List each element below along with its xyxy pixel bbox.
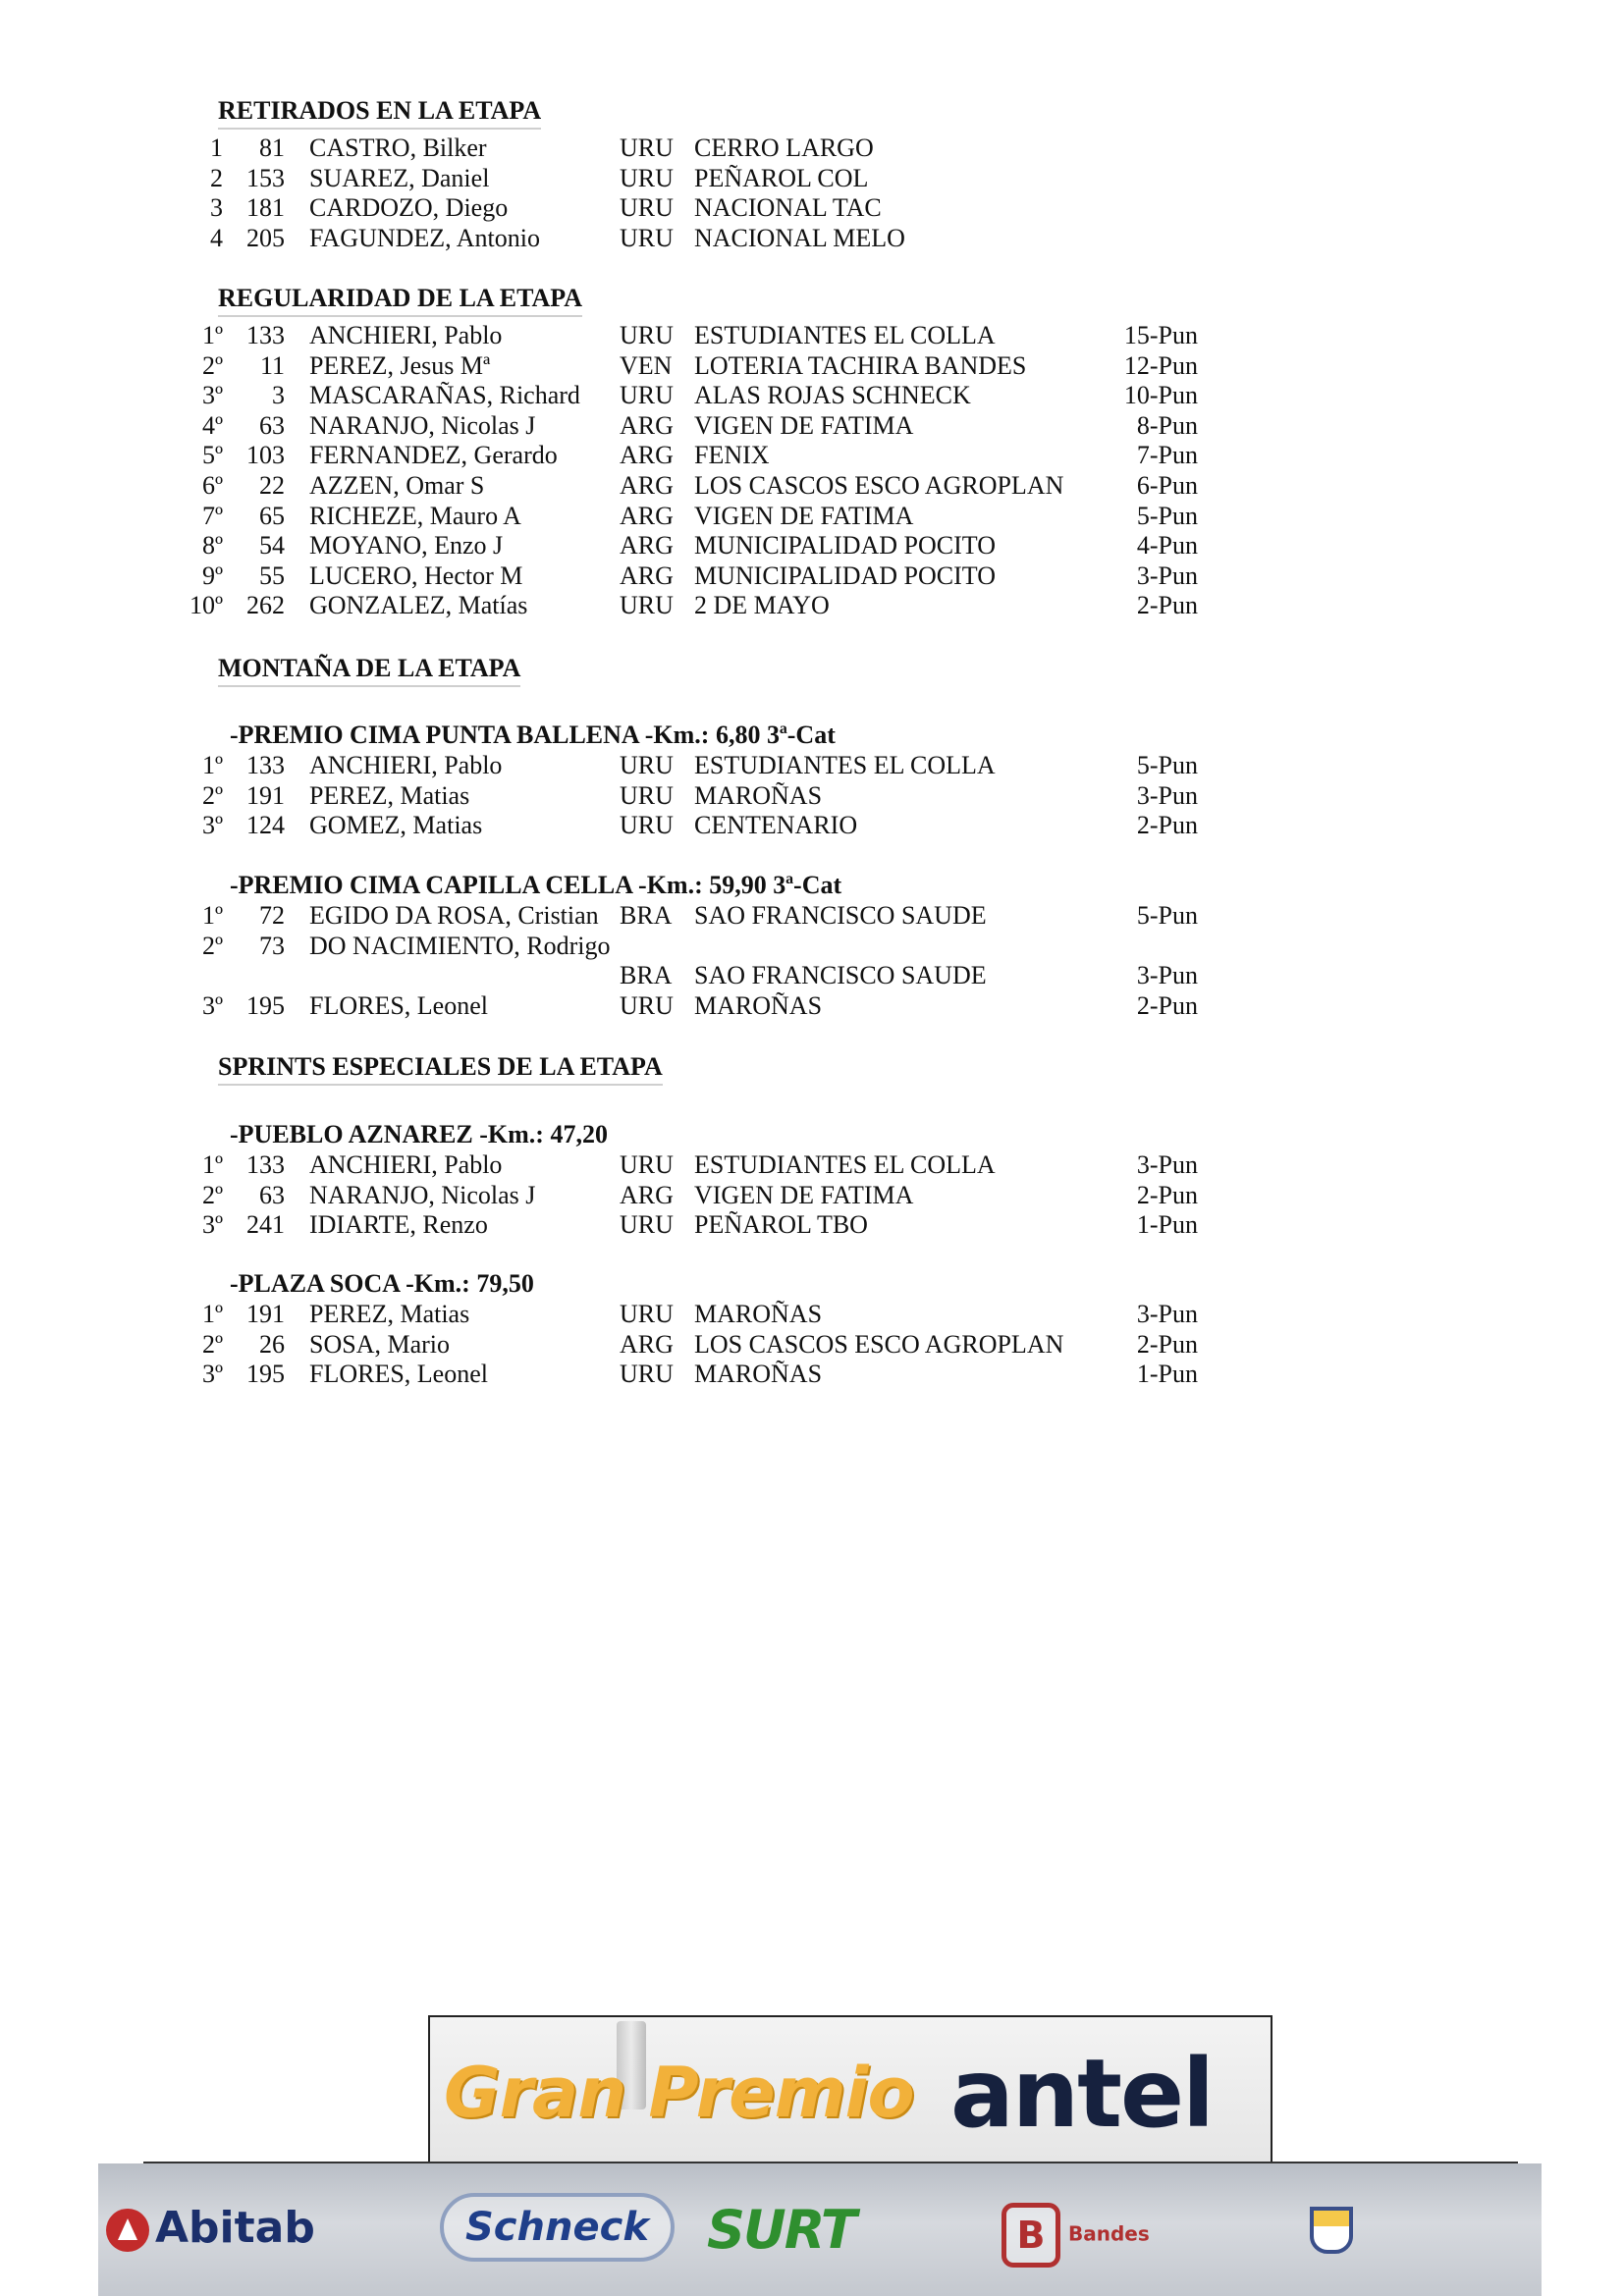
sponsor-surt-label: SURT: [707, 2199, 855, 2261]
cell-position: 3: [210, 193, 223, 223]
cell-bib-number: 63: [259, 1180, 285, 1209]
cell-nationality: URU: [620, 1210, 674, 1240]
cell-points: 3-Pun: [1136, 561, 1198, 590]
table-row: [0, 1209, 1624, 1240]
cell-rider-name: ANCHIERI, Pablo: [309, 751, 503, 779]
cell-position: 3º: [201, 1210, 223, 1240]
cell-rider-name: PEREZ, Jesus Mª: [309, 350, 491, 380]
table-row: [0, 470, 1624, 501]
bandes-logo-icon: B: [1001, 2203, 1060, 2268]
cell-points: 7-Pun: [1136, 441, 1198, 470]
cell-team-name: ESTUDIANTES EL COLLA: [694, 321, 996, 349]
cell-bib-number: 3: [272, 381, 285, 410]
cell-points: 2-Pun: [1136, 811, 1198, 840]
cell-team-name: FENIX: [694, 441, 770, 470]
cell-nationality: URU: [620, 591, 674, 620]
cell-nationality: URU: [620, 751, 674, 779]
cell-position: 2º: [201, 1180, 223, 1209]
table-row: [0, 530, 1624, 561]
table-row: [0, 750, 1624, 780]
gran-premio-logo: Gran Premio: [444, 2053, 914, 2133]
cell-bib-number: 195: [246, 990, 285, 1020]
cell-rider-name: PEREZ, Matias: [309, 1300, 470, 1328]
table-row: [0, 1329, 1624, 1360]
cell-team-name: 2 DE MAYO: [694, 591, 830, 620]
cell-position: 1: [210, 133, 223, 162]
cell-bib-number: 191: [246, 1300, 285, 1328]
cell-nationality: URU: [620, 1360, 674, 1389]
cell-nationality: ARG: [620, 471, 674, 500]
cell-rider-name: RICHEZE, Mauro A: [309, 501, 521, 530]
uruguay-shield-icon: [1310, 2207, 1353, 2254]
cell-team-name: ESTUDIANTES EL COLLA: [694, 751, 996, 779]
cell-team-name: PEÑAROL COL: [694, 163, 869, 192]
cell-rider-name: NARANJO, Nicolas J: [309, 1180, 536, 1209]
cell-points: 5-Pun: [1136, 501, 1198, 530]
cell-bib-number: 73: [259, 931, 285, 960]
cell-position: 1º: [201, 1150, 223, 1179]
cell-position: 4º: [201, 410, 223, 440]
cell-nationality: URU: [620, 990, 674, 1020]
cell-bib-number: 124: [246, 811, 285, 840]
cell-team-name: MUNICIPALIDAD POCITO: [694, 561, 996, 590]
cell-team-name: LOS CASCOS ESCO AGROPLAN: [694, 1329, 1064, 1359]
cell-rider-name: CARDOZO, Diego: [309, 193, 509, 223]
sponsor-bandes-label: Bandes: [1068, 2221, 1150, 2246]
table-row: [0, 350, 1624, 381]
cell-bib-number: 205: [246, 223, 285, 252]
cell-bib-number: 22: [259, 471, 285, 500]
sponsor-abitab: [106, 2203, 315, 2253]
cell-points: 2-Pun: [1136, 1329, 1198, 1359]
abitab-logo-icon: [106, 2209, 149, 2252]
table-row: [0, 1149, 1624, 1180]
cell-bib-number: 81: [259, 133, 285, 162]
cell-bib-number: 191: [246, 780, 285, 810]
cell-rider-name: AZZEN, Omar S: [309, 471, 485, 500]
cell-position: 3º: [201, 990, 223, 1020]
cell-position: 5º: [201, 441, 223, 470]
cell-position: 10º: [189, 591, 223, 620]
table-row: [0, 380, 1624, 410]
cell-team-name: ALAS ROJAS SCHNECK: [694, 381, 971, 410]
cell-nationality: URU: [620, 780, 674, 810]
cell-rider-name: NARANJO, Nicolas J: [309, 410, 536, 440]
table-row: [0, 320, 1624, 350]
cell-position: 3º: [201, 811, 223, 840]
cell-position: 3º: [201, 1360, 223, 1389]
cell-points: 10-Pun: [1123, 381, 1198, 410]
cell-team-name: VIGEN DE FATIMA: [694, 501, 914, 530]
cell-team-name: ESTUDIANTES EL COLLA: [694, 1150, 996, 1179]
table-row: [0, 1180, 1624, 1210]
cell-bib-number: 133: [246, 751, 285, 779]
cell-team-name: SAO FRANCISCO SAUDE: [694, 961, 987, 990]
cell-bib-number: 133: [246, 321, 285, 349]
table-row: [0, 990, 1624, 1021]
cell-rider-name: FAGUNDEZ, Antonio: [309, 223, 540, 252]
cell-points: 4-Pun: [1136, 531, 1198, 561]
cell-points: 2-Pun: [1136, 591, 1198, 620]
cell-position: 7º: [201, 501, 223, 530]
cell-team-name: SAO FRANCISCO SAUDE: [694, 901, 987, 930]
cell-position: 2º: [201, 350, 223, 380]
cell-points: 1-Pun: [1136, 1360, 1198, 1389]
table-row: [0, 192, 1624, 223]
cell-position: 2º: [201, 780, 223, 810]
table-row: [0, 780, 1624, 811]
section-title-regularidad: REGULARIDAD DE LA ETAPA: [218, 284, 582, 317]
cell-rider-name: ANCHIERI, Pablo: [309, 321, 503, 349]
cell-team-name: MAROÑAS: [694, 1360, 823, 1389]
sponsor-strip: [98, 2163, 1542, 2296]
cell-nationality: ARG: [620, 441, 674, 470]
cell-bib-number: 65: [259, 501, 285, 530]
cell-position: 6º: [201, 471, 223, 500]
cell-points: 2-Pun: [1136, 990, 1198, 1020]
cell-nationality: ARG: [620, 1329, 674, 1359]
cell-position: 1º: [201, 1300, 223, 1328]
cell-nationality: ARG: [620, 561, 674, 590]
cell-bib-number: 11: [259, 350, 285, 380]
cell-nationality: ARG: [620, 1180, 674, 1209]
cell-points: 1-Pun: [1136, 1210, 1198, 1240]
cell-team-name: VIGEN DE FATIMA: [694, 410, 914, 440]
cell-bib-number: 55: [259, 561, 285, 590]
cell-team-name: CENTENARIO: [694, 811, 858, 840]
table-row: [0, 590, 1624, 620]
cell-points: 6-Pun: [1136, 471, 1198, 500]
cell-nationality: BRA: [620, 961, 673, 990]
cell-rider-name: EGIDO DA ROSA, Cristian: [309, 901, 599, 930]
cell-nationality: URU: [620, 163, 674, 192]
subtitle-premio-punta-ballena: -PREMIO CIMA PUNTA BALLENA -Km.: 6,80 3ª-Cat: [230, 721, 836, 749]
cell-nationality: VEN: [620, 350, 673, 380]
table-row: [0, 1359, 1624, 1389]
cell-rider-name: FLORES, Leonel: [309, 1360, 488, 1389]
cell-position: 2º: [201, 1329, 223, 1359]
cell-rider-name: DO NACIMIENTO, Rodrigo: [309, 931, 611, 960]
section-title-montana: MONTAÑA DE LA ETAPA: [218, 654, 520, 687]
cell-position: 4: [210, 223, 223, 252]
cell-rider-name: PEREZ, Matias: [309, 780, 470, 810]
table-row: [0, 410, 1624, 441]
cell-nationality: URU: [620, 381, 674, 410]
subtitle-pueblo-aznarez: -PUEBLO AZNAREZ -Km.: 47,20: [230, 1120, 608, 1148]
cell-team-name: LOS CASCOS ESCO AGROPLAN: [694, 471, 1064, 500]
cell-rider-name: MOYANO, Enzo J: [309, 531, 504, 561]
cell-bib-number: 153: [246, 163, 285, 192]
cell-rider-name: FLORES, Leonel: [309, 990, 488, 1020]
cell-bib-number: 54: [259, 531, 285, 561]
antel-logo: antel: [950, 2039, 1214, 2149]
cell-points: 5-Pun: [1136, 901, 1198, 930]
cell-nationality: URU: [620, 193, 674, 223]
cell-rider-name: IDIARTE, Renzo: [309, 1210, 488, 1240]
cell-points: 15-Pun: [1123, 321, 1198, 349]
cell-points: 3-Pun: [1136, 1150, 1198, 1179]
cell-nationality: ARG: [620, 410, 674, 440]
cell-team-name: MUNICIPALIDAD POCITO: [694, 531, 996, 561]
cell-team-name: NACIONAL MELO: [694, 223, 905, 252]
cell-bib-number: 72: [259, 901, 285, 930]
cell-nationality: ARG: [620, 501, 674, 530]
cell-position: 1º: [201, 321, 223, 349]
cell-position: 1º: [201, 751, 223, 779]
cell-rider-name: GOMEZ, Matias: [309, 811, 483, 840]
table-row: [0, 900, 1624, 931]
cell-team-name: VIGEN DE FATIMA: [694, 1180, 914, 1209]
cell-bib-number: 133: [246, 1150, 285, 1179]
cell-rider-name: ANCHIERI, Pablo: [309, 1150, 503, 1179]
cell-position: 8º: [201, 531, 223, 561]
table-row: [0, 810, 1624, 840]
cell-team-name: NACIONAL TAC: [694, 193, 882, 223]
table-row: [0, 1299, 1624, 1329]
cell-position: 9º: [201, 561, 223, 590]
sponsor-uruguay: [1310, 2207, 1361, 2254]
cell-points: 3-Pun: [1136, 780, 1198, 810]
table-row: [0, 561, 1624, 591]
cell-team-name: PEÑAROL TBO: [694, 1210, 868, 1240]
cell-position: 2º: [201, 931, 223, 960]
cell-nationality: URU: [620, 1150, 674, 1179]
cell-position: 1º: [201, 901, 223, 930]
cell-position: 3º: [201, 381, 223, 410]
sponsor-surt: [707, 2199, 855, 2261]
table-row: [0, 133, 1624, 163]
cell-rider-name: CASTRO, Bilker: [309, 133, 487, 162]
cell-points: 8-Pun: [1136, 410, 1198, 440]
cell-nationality: URU: [620, 1300, 674, 1328]
table-row: [0, 223, 1624, 253]
cell-bib-number: 241: [246, 1210, 285, 1240]
section-title-sprints: SPRINTS ESPECIALES DE LA ETAPA: [218, 1052, 663, 1086]
section-title-retirados: RETIRADOS EN LA ETAPA: [218, 96, 541, 130]
cell-rider-name: SUAREZ, Daniel: [309, 163, 490, 192]
cell-position: 2: [210, 163, 223, 192]
table-row: [0, 501, 1624, 531]
gran-premio-antel-banner: [428, 2015, 1272, 2164]
cell-rider-name: SOSA, Mario: [309, 1329, 451, 1359]
sponsor-bandes: [1001, 2203, 1150, 2268]
cell-nationality: ARG: [620, 531, 674, 561]
cell-rider-name: MASCARAÑAS, Richard: [309, 381, 580, 410]
table-row: [0, 163, 1624, 193]
cell-nationality: URU: [620, 811, 674, 840]
cell-team-name: MAROÑAS: [694, 1300, 823, 1328]
cell-team-name: MAROÑAS: [694, 990, 823, 1020]
cell-nationality: URU: [620, 321, 674, 349]
cell-bib-number: 195: [246, 1360, 285, 1389]
cell-points: 5-Pun: [1136, 751, 1198, 779]
cell-rider-name: LUCERO, Hector M: [309, 561, 523, 590]
cell-team-name: CERRO LARGO: [694, 133, 874, 162]
cell-bib-number: 181: [246, 193, 285, 223]
cell-bib-number: 63: [259, 410, 285, 440]
cell-rider-name: GONZALEZ, Matías: [309, 591, 528, 620]
sponsor-schneck: Schneck: [440, 2193, 675, 2262]
cell-bib-number: 262: [246, 591, 285, 620]
table-row: [0, 440, 1624, 470]
table-row: [0, 931, 1624, 961]
table-row: [0, 960, 1624, 990]
cell-team-name: MAROÑAS: [694, 780, 823, 810]
subtitle-plaza-soca: -PLAZA SOCA -Km.: 79,50: [230, 1269, 534, 1298]
cell-points: 12-Pun: [1123, 350, 1198, 380]
cell-rider-name: FERNANDEZ, Gerardo: [309, 441, 558, 470]
cell-points: 3-Pun: [1136, 1300, 1198, 1328]
cell-nationality: BRA: [620, 901, 673, 930]
cell-bib-number: 103: [246, 441, 285, 470]
sponsor-abitab-label: Abitab: [155, 2203, 315, 2253]
subtitle-premio-capilla-cella: -PREMIO CIMA CAPILLA CELLA -Km.: 59,90 3ª-Cat: [230, 871, 842, 899]
cell-nationality: URU: [620, 223, 674, 252]
cell-bib-number: 26: [259, 1329, 285, 1359]
cell-points: 2-Pun: [1136, 1180, 1198, 1209]
cell-points: 3-Pun: [1136, 961, 1198, 990]
cell-team-name: LOTERIA TACHIRA BANDES: [694, 350, 1027, 380]
cell-nationality: URU: [620, 133, 674, 162]
